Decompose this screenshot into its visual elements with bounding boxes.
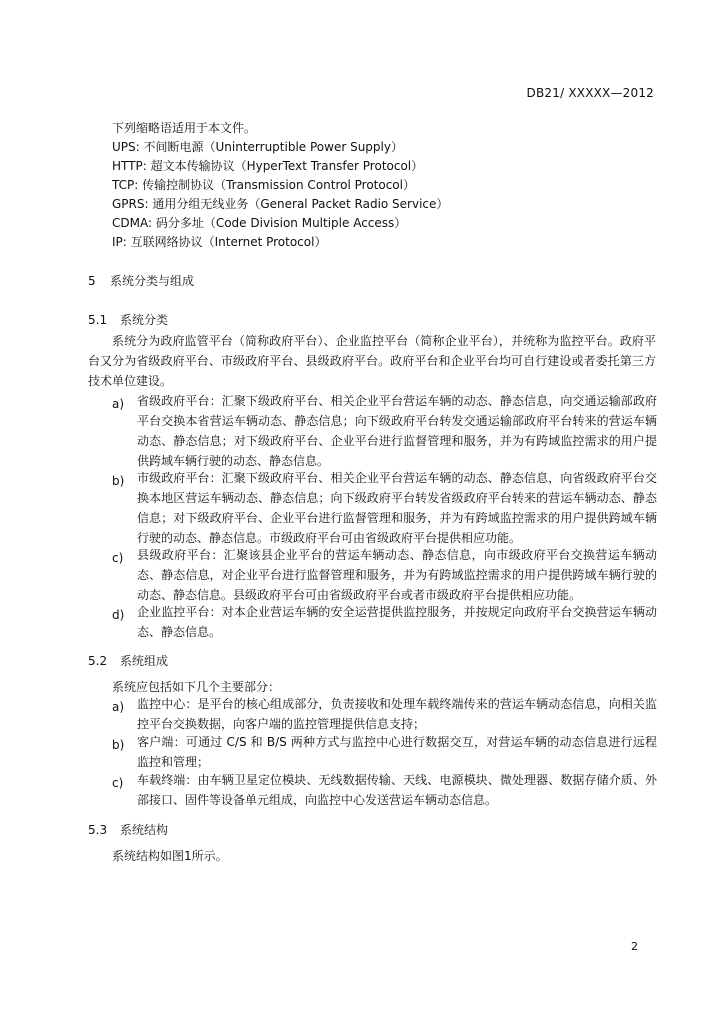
list-item-label: a) xyxy=(112,700,125,714)
abbreviation-item: GPRS: 通用分组无线业务（General Packet Radio Service） xyxy=(112,197,449,211)
section-number: 5.3 xyxy=(88,823,108,837)
abbreviation-item: TCP: 传输控制协议（Transmission Control Protocol） xyxy=(112,178,415,192)
section-5-heading xyxy=(88,274,194,288)
section-title: 系统结构 xyxy=(120,823,169,837)
section-number: 5 xyxy=(88,274,96,288)
list-item-label: c) xyxy=(112,776,124,790)
section-5-2-heading xyxy=(88,654,168,668)
list-item-label: d) xyxy=(112,608,125,622)
list-item-text: 监控中心：是平台的核心组成部分，负责接收和处理车载终端传来的营运车辆动态信息，向相关监控平台交换数据，向客户端的监控管理提供信息支持； xyxy=(137,697,657,731)
abbreviation-item: CDMA: 码分多址（Code Division Multiple Access） xyxy=(112,216,407,230)
list-item-label: b) xyxy=(112,474,125,488)
abbreviation-item: HTTP: 超文本传输协议（HyperText Transfer Protocol） xyxy=(112,159,424,173)
list-item-label: a) xyxy=(112,397,125,411)
list-item-text: 客户端：可通过 C/S 和 B/S 两种方式与监控中心进行数据交互，对营运车辆的动态信息进行远程监控和管理； xyxy=(137,735,657,769)
page-number: 2 xyxy=(631,940,638,953)
abbreviation-item: UPS: 不间断电源（Uninterruptible Power Supply） xyxy=(112,140,403,154)
section-5-1-paragraph: 系统分为政府监管平台（简称政府平台）、企业监控平台（简称企业平台），并统称为监控平台。政府平台又分为省级政府平台、市级政府平台、县级政府平台。政府平台和企业平台均可自行建设或者委托第三方技术单位建设。 xyxy=(88,334,656,388)
abbreviation-item: IP: 互联网络协议（Internet Protocol） xyxy=(112,235,327,249)
document-code-header: DB21/ XXXXX—2012 xyxy=(526,86,654,100)
section-title: 系统分类与组成 xyxy=(110,274,195,288)
list-item-text: 企业监控平台：对本企业营运车辆的安全运营提供监控服务，并按规定向政府平台交换营运车辆动态、静态信息。 xyxy=(137,605,657,639)
list-item-text: 省级政府平台：汇聚下级政府平台、相关企业平台营运车辆的动态、静态信息，向交通运输部政府平台交换本省营运车辆动态、静态信息；向下级政府平台转发交通运输部政府平台转来的营运车辆动态、静态信息；对下级政府平台、企业平台进行监督管理和服务，并为有跨域监控需求的用户提供跨域车辆行驶的动态、静态信息。 xyxy=(137,394,657,468)
section-number: 5.1 xyxy=(88,313,108,327)
section-5-3-heading xyxy=(88,823,168,837)
section-5-2-intro: 系统应包括如下几个主要部分： xyxy=(112,680,281,694)
list-item-label: c) xyxy=(112,551,124,565)
section-5-1-heading xyxy=(88,313,168,327)
abbreviations-intro: 下列缩略语适用于本文件。 xyxy=(112,121,257,135)
list-item-text: 县级政府平台：汇聚该县企业平台的营运车辆动态、静态信息，向市级政府平台交换营运车辆动态、静态信息，对企业平台进行监督管理和服务，并为有跨域监控需求的用户提供跨域车辆行驶的动态、静态信息。县级政府平台可由省级政府平台或者市级政府平台提供相应功能。 xyxy=(137,548,657,602)
list-item-label: b) xyxy=(112,738,125,752)
list-item-text: 车载终端：由车辆卫星定位模块、无线数据传输、天线、电源模块、微处理器、数据存储介质、外部接口、固件等设备单元组成，向监控中心发送营运车辆动态信息。 xyxy=(137,773,657,807)
section-5-3-paragraph: 系统结构如图1所示。 xyxy=(112,849,228,863)
section-title: 系统组成 xyxy=(120,654,169,668)
section-title: 系统分类 xyxy=(120,313,169,327)
section-number: 5.2 xyxy=(88,654,108,668)
list-item-text: 市级政府平台：汇聚下级政府平台、相关企业平台营运车辆的动态、静态信息，向省级政府平台交换本地区营运车辆动态、静态信息；向下级政府平台转发省级政府平台转来的营运车辆动态、静态信息；对下级政府平台、企业平台进行监督管理和服务，并为有跨域监控需求的用户提供跨域车辆行驶的动态、静态信息。市级政府平台可由省级政府平台提供相应功能。 xyxy=(137,471,657,545)
